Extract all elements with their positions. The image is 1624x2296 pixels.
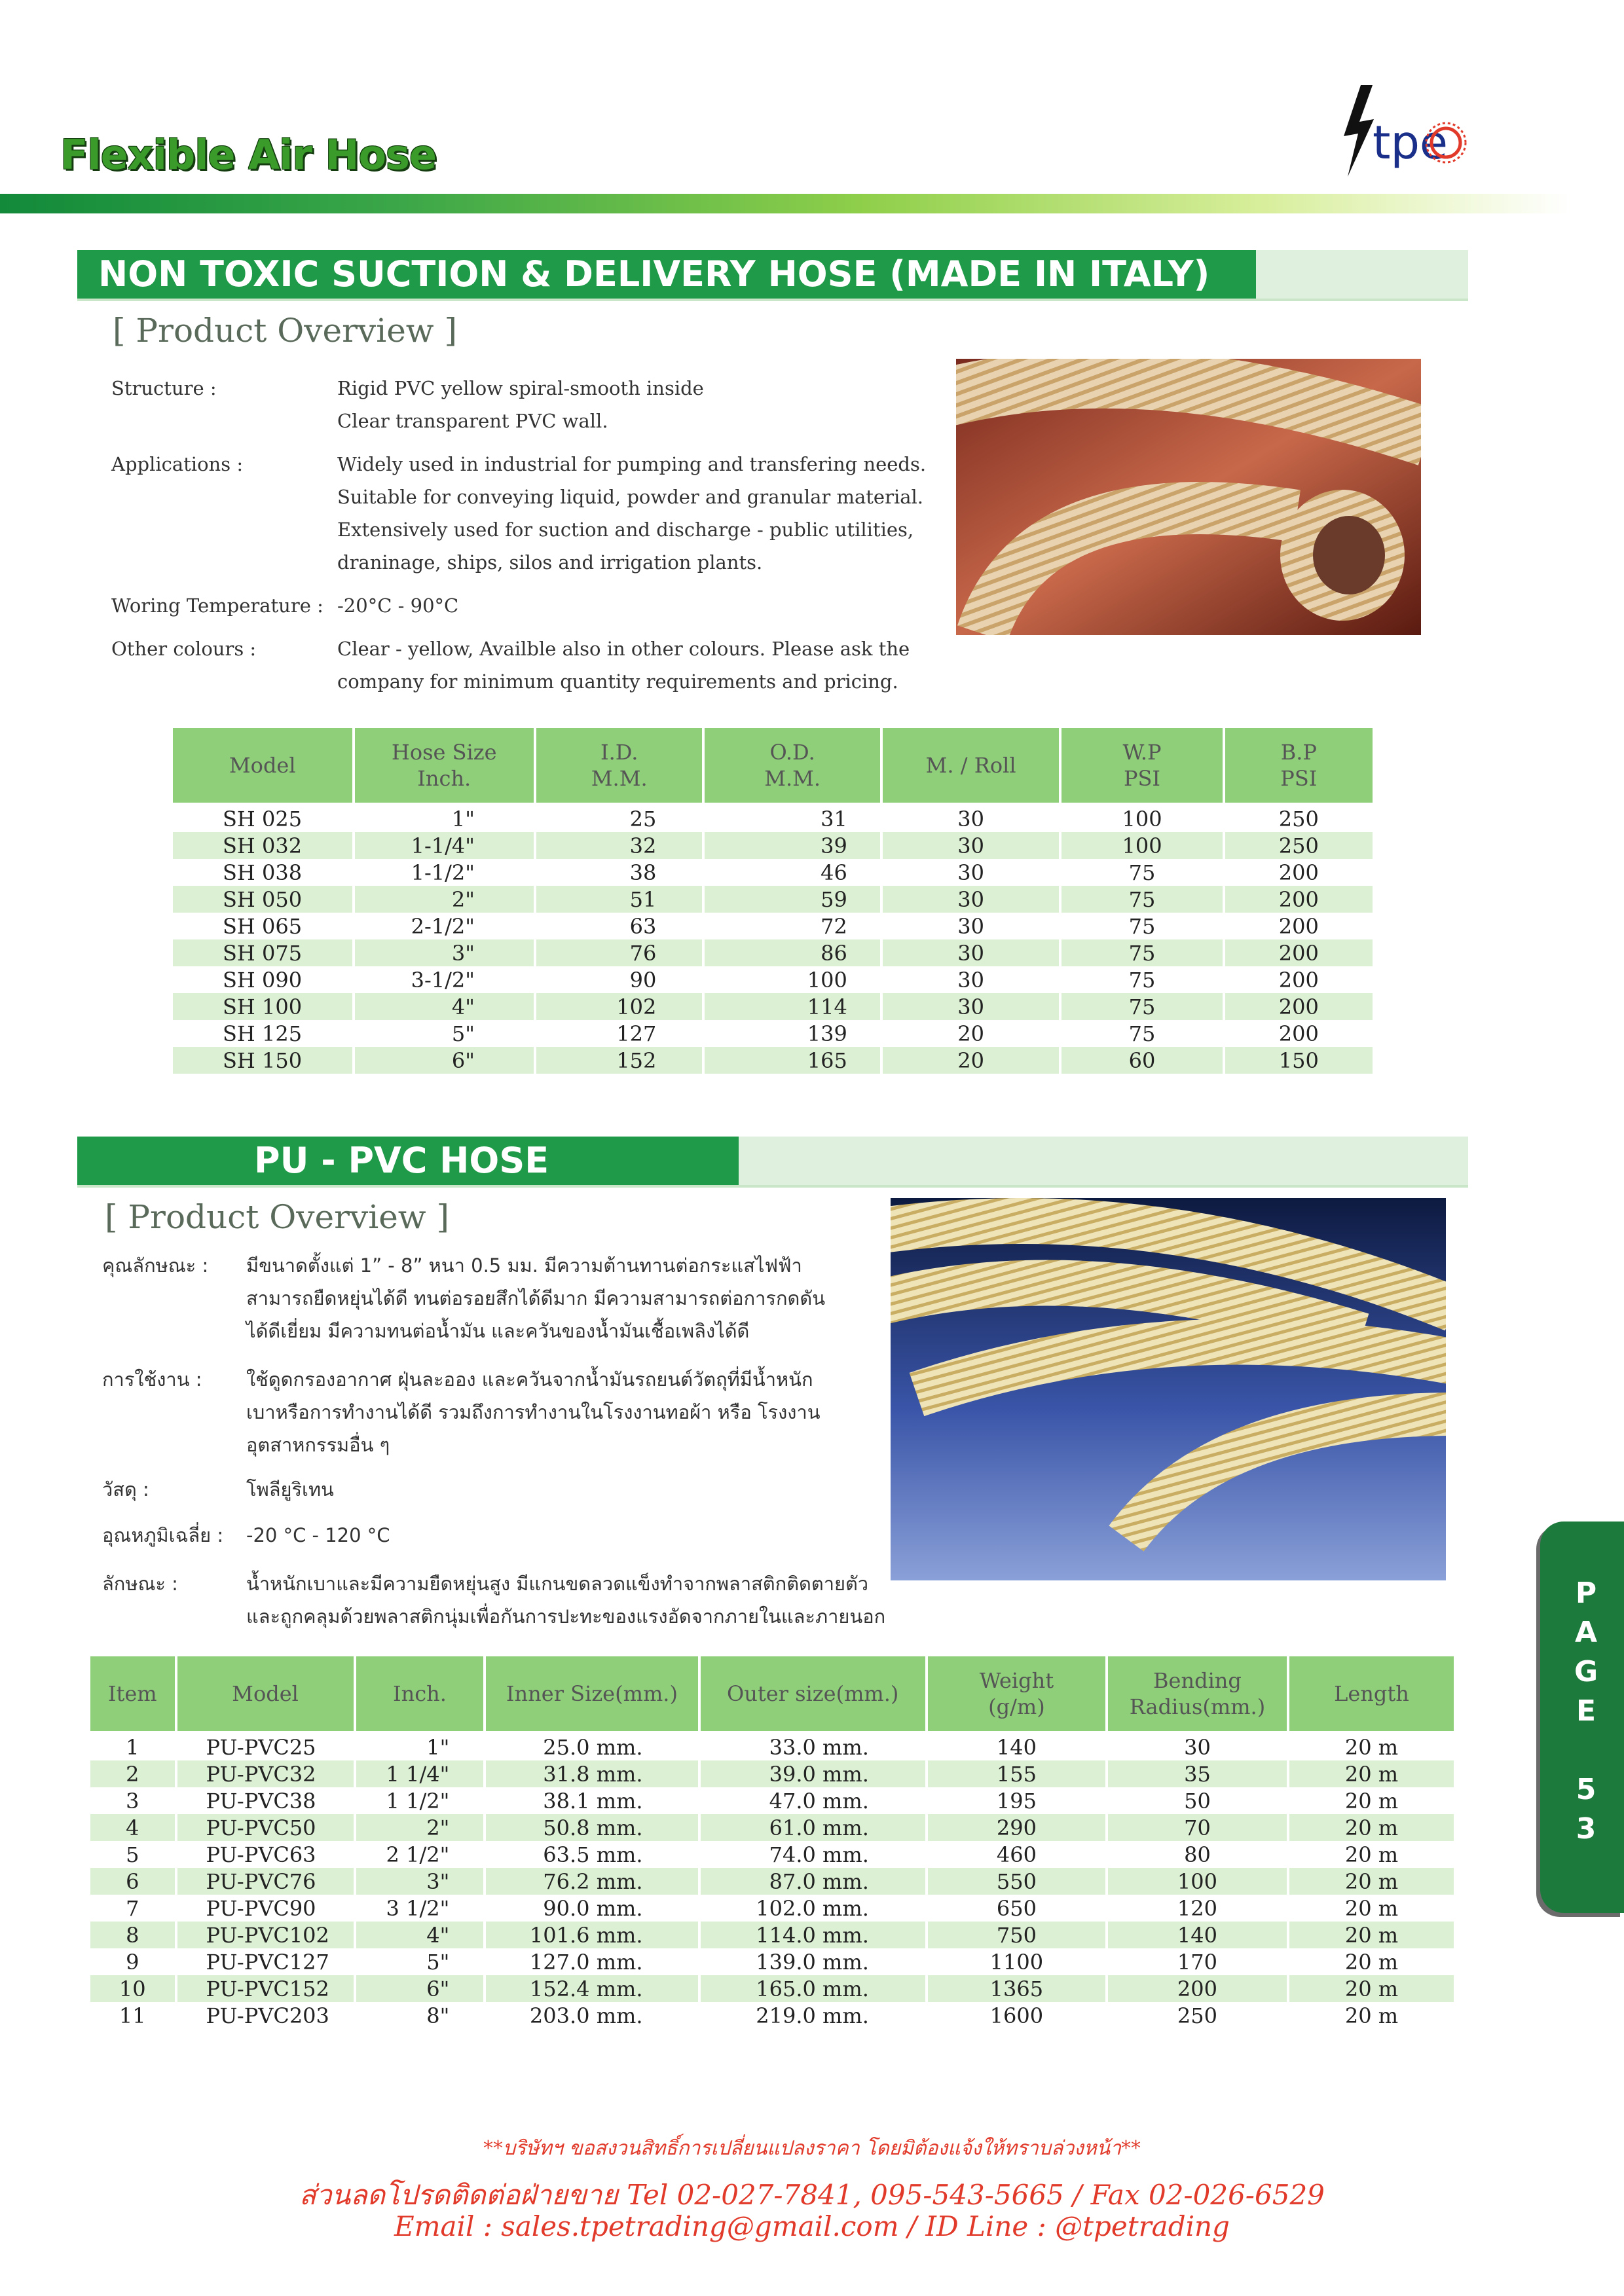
table-cell: 102.0 mm. [756, 1895, 869, 1921]
table-row [173, 805, 1373, 832]
table-cell: 165.0 mm. [701, 1975, 925, 2002]
product-photo-pu-pvc-hose [891, 1198, 1446, 1580]
table-cell: 47.0 mm. [769, 1788, 869, 1813]
table-cell: 31.8 mm. [486, 1760, 697, 1787]
table-cell: 1" [426, 1734, 450, 1760]
table-cell: 25 [629, 806, 657, 831]
table-cell: SH 025 [223, 806, 303, 831]
table-row [90, 2002, 1454, 2029]
table-cell: 60 [1061, 1047, 1222, 1074]
table-cell: 150 [1225, 1047, 1373, 1074]
table-cell: 3" [356, 1868, 484, 1895]
table-cell: 6" [356, 1975, 484, 2002]
table-cell: 139.0 mm. [756, 1949, 869, 1975]
table-cell: 30 [957, 860, 984, 885]
table-row [173, 886, 1373, 913]
table-cell: 250 [1177, 2003, 1217, 2028]
table-cell: SH 090 [223, 967, 303, 993]
table-cell: 30 [883, 993, 1059, 1020]
table-cell: PU-PVC127 [206, 1949, 329, 1975]
table-cell: SH 032 [173, 832, 352, 859]
table-cell: 2" [356, 1814, 484, 1841]
table-cell: 127 [616, 1021, 657, 1046]
section1-rule [77, 299, 1468, 301]
table-cell: 30 [883, 832, 1059, 859]
table-cell: 75 [1061, 993, 1222, 1020]
table-cell: 101.6 mm. [486, 1922, 697, 1948]
col-weight: Weight (g/m) [928, 1656, 1105, 1734]
table-cell: 63 [629, 913, 657, 939]
table-cell: 100 [1108, 1868, 1287, 1895]
table-cell: 200 [1278, 860, 1319, 885]
table-cell: 152 [536, 1047, 702, 1074]
table-cell: 50 [1184, 1788, 1211, 1813]
section1-overview-title: [ Product Overview ] [113, 312, 458, 350]
footer-price-note: **บริษัทฯ ขอสงวนสิทธิ์การเปลี่ยนแปลงราคา โดยมิต้องแจ้งให้ทราบล่วงหน้า** [483, 2137, 1141, 2160]
table-cell: 50.8 mm. [486, 1814, 697, 1841]
col-inner-size: Inner Size(mm.) [486, 1656, 697, 1734]
header-gradient-bar [0, 194, 1572, 213]
table-cell: 550 [928, 1868, 1105, 1895]
table-cell: 114 [705, 993, 879, 1020]
table-cell: 100 [807, 967, 847, 993]
table-cell: 51 [536, 886, 702, 913]
table-cell: 11 [119, 2003, 146, 2028]
col-model: Model [173, 728, 352, 805]
table-cell: 20 m [1344, 1895, 1399, 1921]
table-cell: 75 [1128, 1021, 1156, 1046]
col-id: I.D. M.M. [536, 728, 702, 805]
table-cell: 25.0 mm. [543, 1734, 643, 1760]
table-cell: 1 1/4" [356, 1760, 484, 1787]
table-cell: PU-PVC203 [206, 2003, 329, 2028]
col-hose-size: Hose Size Inch. [355, 728, 534, 805]
table-cell: PU-PVC63 [206, 1842, 316, 1867]
table-row [90, 1787, 1454, 1814]
table-cell: 1365 [928, 1975, 1105, 2002]
table-cell: 1100 [989, 1949, 1044, 1975]
table-row [90, 1948, 1454, 1975]
footer-contact-email: Email : sales.tpetrading@gmail.com / ID Line : @tpetrading [394, 2210, 1230, 2242]
table-cell: 139 [807, 1021, 847, 1046]
table-cell: 38.1 mm. [543, 1788, 643, 1813]
table-cell: 75 [1128, 860, 1156, 885]
table-row [90, 1868, 1454, 1895]
table-cell: 30 [883, 939, 1059, 966]
table-cell: 1 1/2" [386, 1788, 450, 1813]
table-cell: 4" [356, 1922, 484, 1948]
table-cell: 203.0 mm. [529, 2003, 643, 2028]
section1-banner [77, 250, 1468, 299]
table-row [173, 993, 1373, 1020]
table-row [90, 1814, 1454, 1841]
table-cell: 20 [883, 1047, 1059, 1074]
table-cell: 30 [957, 967, 984, 993]
logo-text: tpe [1373, 116, 1448, 170]
table-cell: 46 [821, 860, 847, 885]
col-wp: W.P PSI [1061, 728, 1222, 805]
table-cell: 31 [821, 806, 847, 831]
table-cell: PU-PVC76 [177, 1868, 354, 1895]
table-cell: 10 [90, 1975, 175, 2002]
table-cell: 9 [126, 1949, 139, 1975]
table-cell: 195 [996, 1788, 1037, 1813]
table-cell: 8" [426, 2003, 450, 2028]
table-cell: 2" [355, 886, 534, 913]
table-cell: 30 [883, 886, 1059, 913]
table-cell: 120 [1177, 1895, 1217, 1921]
table-cell: 250 [1278, 806, 1319, 831]
tpe-logo [1336, 85, 1467, 177]
table-cell: 74.0 mm. [769, 1842, 869, 1867]
table-cell: 90 [629, 967, 657, 993]
col-outer-size: Outer size(mm.) [701, 1656, 925, 1734]
table-cell: 39.0 mm. [701, 1760, 925, 1787]
table-cell: 20 [957, 1021, 984, 1046]
table-cell: 170 [1177, 1949, 1217, 1975]
table-cell: 152.4 mm. [486, 1975, 697, 2002]
table-cell: 59 [705, 886, 879, 913]
table-cell: 219.0 mm. [756, 2003, 869, 2028]
table-cell: PU-PVC152 [177, 1975, 354, 2002]
table-cell: 200 [1278, 913, 1319, 939]
table-cell: 20 m [1289, 1975, 1454, 2002]
table-cell: PU-PVC32 [177, 1760, 354, 1787]
table-cell: 250 [1225, 832, 1373, 859]
table-cell: 90.0 mm. [543, 1895, 643, 1921]
table-cell: 140 [996, 1734, 1037, 1760]
table-cell: 102 [536, 993, 702, 1020]
table-cell: 20 m [1344, 2003, 1399, 2028]
table-cell: 20 m [1289, 1760, 1454, 1787]
table-cell: PU-PVC102 [177, 1922, 354, 1948]
col-roll: M. / Roll [883, 728, 1059, 805]
col-od: O.D. M.M. [705, 728, 879, 805]
table-cell: PU-PVC90 [206, 1895, 316, 1921]
table-cell: 30 [957, 806, 984, 831]
table-cell: 5" [451, 1021, 475, 1046]
col-bending-radius: Bending Radius(mm.) [1108, 1656, 1287, 1734]
table-row [173, 1047, 1373, 1074]
table-cell: 200 [1108, 1975, 1287, 2002]
table-cell: 61.0 mm. [701, 1814, 925, 1841]
section2-overview-title: [ Product Overview ] [105, 1198, 450, 1236]
table-cell: 3" [355, 939, 534, 966]
table-row [173, 1020, 1373, 1047]
table-cell: 20 m [1344, 1949, 1399, 1975]
table-cell: PU-PVC38 [206, 1788, 316, 1813]
table-cell: 3 [126, 1788, 139, 1813]
table-cell: 30 [1184, 1734, 1211, 1760]
table-cell: 2 [90, 1760, 175, 1787]
table-cell: 200 [1225, 939, 1373, 966]
table-cell: 5 [126, 1842, 139, 1867]
table-row [173, 913, 1373, 939]
table-cell: 140 [1108, 1922, 1287, 1948]
table-cell: 7 [126, 1895, 139, 1921]
table-cell: 650 [996, 1895, 1037, 1921]
table-cell: 200 [1278, 1021, 1319, 1046]
table-row [90, 1760, 1454, 1787]
table-cell: PU-PVC25 [206, 1734, 316, 1760]
col-inch: Inch. [356, 1656, 484, 1734]
table-row [173, 966, 1373, 993]
table-cell: 750 [928, 1922, 1105, 1948]
table-row [90, 1841, 1454, 1868]
table-cell: 165 [705, 1047, 879, 1074]
suction-hose-spec-table [170, 728, 1375, 1074]
table-cell: 1-1/4" [355, 832, 534, 859]
table-cell: 30 [957, 913, 984, 939]
table-cell: 114.0 mm. [701, 1922, 925, 1948]
col-item: Item [90, 1656, 175, 1734]
table-cell: SH 125 [223, 1021, 303, 1046]
table-cell: 1" [451, 806, 475, 831]
table-cell: 39 [705, 832, 879, 859]
table-row [173, 939, 1373, 966]
table-cell: 75 [1061, 886, 1222, 913]
table-cell: SH 065 [223, 913, 303, 939]
section2-banner [77, 1137, 1468, 1185]
table-cell: 460 [996, 1842, 1037, 1867]
table-cell: 75 [1128, 967, 1156, 993]
table-row [173, 832, 1373, 859]
table-cell: 38 [629, 860, 657, 885]
table-cell: 1600 [989, 2003, 1044, 2028]
table-cell: SH 050 [173, 886, 352, 913]
table-cell: 63.5 mm. [543, 1842, 643, 1867]
table-row [90, 1895, 1454, 1922]
table-cell: 200 [1278, 967, 1319, 993]
table-cell: 20 m [1344, 1788, 1399, 1813]
table-cell: 20 m [1344, 1842, 1399, 1867]
table-cell: 20 m [1289, 1868, 1454, 1895]
table-cell: 2-1/2" [411, 913, 475, 939]
table-cell: 100 [1122, 806, 1162, 831]
table-cell: 75 [1128, 913, 1156, 939]
table-cell: SH 100 [173, 993, 352, 1020]
table-cell: 32 [536, 832, 702, 859]
table-cell: SH 150 [173, 1047, 352, 1074]
table-cell: 6" [355, 1047, 534, 1074]
table-cell: 80 [1184, 1842, 1211, 1867]
table-cell: 3 1/2" [386, 1895, 450, 1921]
table-cell: 70 [1108, 1814, 1287, 1841]
product-photo-suction-hose [956, 359, 1421, 635]
table-cell: 200 [1225, 886, 1373, 913]
table-cell: 87.0 mm. [701, 1868, 925, 1895]
table-row [90, 1734, 1454, 1760]
table-cell: 86 [705, 939, 879, 966]
table-cell: 4 [90, 1814, 175, 1841]
page-title: Flexible Air Hose [60, 131, 436, 179]
table-cell: 100 [1061, 832, 1222, 859]
col-bp: B.P PSI [1225, 728, 1373, 805]
table-cell: 20 m [1344, 1734, 1399, 1760]
table-cell: 2 1/2" [386, 1842, 450, 1867]
pu-pvc-hose-spec-table [88, 1656, 1456, 2029]
table-cell: 8 [90, 1922, 175, 1948]
col-model: Model [177, 1656, 354, 1734]
table-cell: 76.2 mm. [486, 1868, 697, 1895]
table-row [90, 1922, 1454, 1948]
table-cell: 33.0 mm. [769, 1734, 869, 1760]
table-cell: 127.0 mm. [529, 1949, 643, 1975]
table-cell: 72 [821, 913, 847, 939]
table-cell: SH 038 [223, 860, 303, 885]
section2-banner-title: PU - PVC HOSE [77, 1137, 739, 1185]
table-cell: 35 [1108, 1760, 1287, 1787]
table-cell: 20 m [1289, 1814, 1454, 1841]
table-cell: 155 [928, 1760, 1105, 1787]
table-cell: 200 [1225, 993, 1373, 1020]
table-cell: 5" [426, 1949, 450, 1975]
page-number-tab: P A G E 5 3 [1540, 1522, 1624, 1913]
table-cell: PU-PVC50 [177, 1814, 354, 1841]
table-cell: 3-1/2" [411, 967, 475, 993]
footer-contact-tel: ส่วนลดโปรดติดต่อฝ่ายขาย Tel 02-027-7841, 095-543-5665 / Fax 02-026-6529 [299, 2179, 1325, 2211]
table-cell: 76 [536, 939, 702, 966]
col-length: Length [1289, 1656, 1454, 1734]
section1-banner-title: NON TOXIC SUCTION & DELIVERY HOSE (MADE IN ITALY) [77, 250, 1256, 299]
table-cell: 1-1/2" [411, 860, 475, 885]
table-cell: 75 [1061, 939, 1222, 966]
section2-rule [77, 1185, 1468, 1188]
table-row [173, 859, 1373, 886]
table-cell: 4" [355, 993, 534, 1020]
table-row [90, 1975, 1454, 2002]
table-cell: 290 [928, 1814, 1105, 1841]
table-cell: 1 [126, 1734, 139, 1760]
table-cell: 20 m [1289, 1922, 1454, 1948]
table-cell: 6 [90, 1868, 175, 1895]
table-cell: SH 075 [173, 939, 352, 966]
